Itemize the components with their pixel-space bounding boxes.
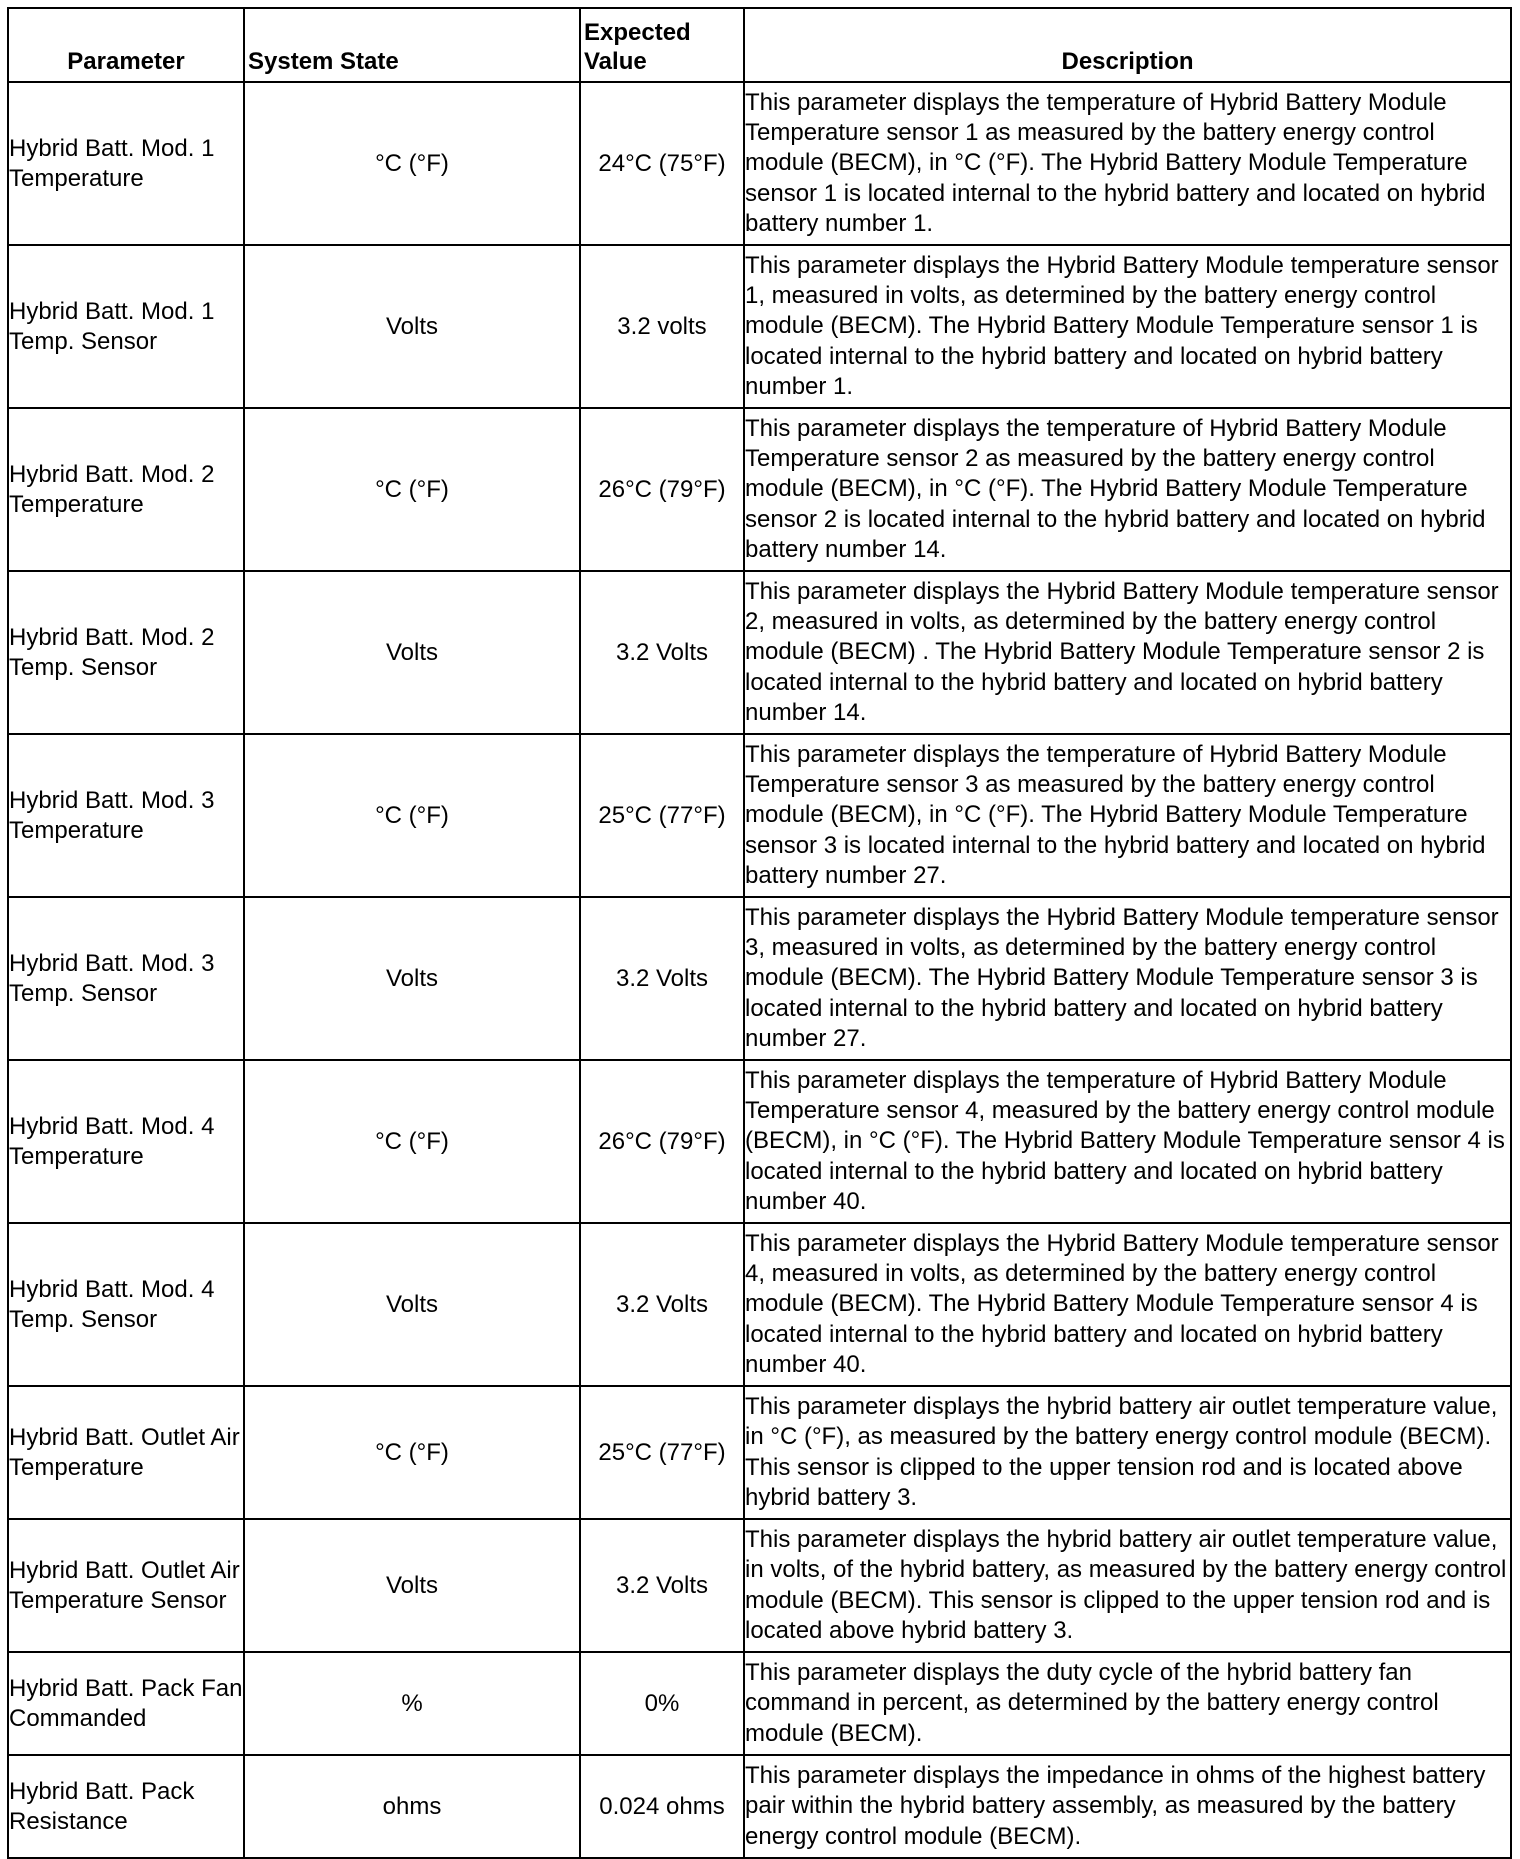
description-cell: This parameter displays the Hybrid Battery Module temperature sensor 2, measured in volts, as determined by the battery energy control module (BECM) . The Hybrid Battery Module Temperature sensor 2 is located internal to the hybrid battery and located on hybrid battery number 14. bbox=[744, 571, 1511, 734]
parameter-cell: Hybrid Batt. Mod. 3 Temperature bbox=[8, 734, 244, 897]
expected-value-cell: 3.2 Volts bbox=[580, 571, 744, 734]
parameter-cell: Hybrid Batt. Mod. 2 Temp. Sensor bbox=[8, 571, 244, 734]
parameter-cell: Hybrid Batt. Pack Fan Commanded bbox=[8, 1652, 244, 1755]
system-state-cell: Volts bbox=[244, 245, 580, 408]
header-row bbox=[8, 8, 1511, 82]
system-state-cell: °C (°F) bbox=[244, 734, 580, 897]
expected-value-cell: 26°C (79°F) bbox=[580, 408, 744, 571]
expected-value-cell: 3.2 Volts bbox=[580, 1519, 744, 1652]
expected-value-cell: 0% bbox=[580, 1652, 744, 1755]
description-cell: This parameter displays the impedance in ohms of the highest battery pair within the hybrid battery assembly, as measured by the battery energy control module (BECM). bbox=[744, 1755, 1511, 1858]
system-state-cell: °C (°F) bbox=[244, 82, 580, 245]
table-row bbox=[8, 245, 1511, 408]
table-row bbox=[8, 571, 1511, 734]
description-cell: This parameter displays the temperature of Hybrid Battery Module Temperature sensor 4, measured by the battery energy control module (BECM), in °C (°F). The Hybrid Battery Module Temperature sensor 4 is located internal to the hybrid battery and located on hybrid battery number 40. bbox=[744, 1060, 1511, 1223]
parameter-cell: Hybrid Batt. Mod. 1 Temp. Sensor bbox=[8, 245, 244, 408]
parameter-table bbox=[7, 7, 1512, 1859]
table-row bbox=[8, 1223, 1511, 1386]
parameter-cell: Hybrid Batt. Mod. 3 Temp. Sensor bbox=[8, 897, 244, 1060]
expected-value-cell: 26°C (79°F) bbox=[580, 1060, 744, 1223]
parameter-cell: Hybrid Batt. Mod. 4 Temperature bbox=[8, 1060, 244, 1223]
system-state-cell: °C (°F) bbox=[244, 1060, 580, 1223]
system-state-cell: Volts bbox=[244, 897, 580, 1060]
expected-value-cell: 25°C (77°F) bbox=[580, 1386, 744, 1519]
table-row bbox=[8, 408, 1511, 571]
description-cell: This parameter displays the temperature of Hybrid Battery Module Temperature sensor 3 as measured by the battery energy control module (BECM), in °C (°F). The Hybrid Battery Module Temperature sensor 3 is located internal to the hybrid battery and located on hybrid battery number 27. bbox=[744, 734, 1511, 897]
parameter-cell: Hybrid Batt. Mod. 1 Temperature bbox=[8, 82, 244, 245]
description-cell: This parameter displays the Hybrid Battery Module temperature sensor 1, measured in volts, as determined by the battery energy control module (BECM). The Hybrid Battery Module Temperature sensor 1 is located internal to the hybrid battery and located on hybrid battery number 1. bbox=[744, 245, 1511, 408]
description-cell: This parameter displays the Hybrid Battery Module temperature sensor 3, measured in volts, as determined by the battery energy control module (BECM). The Hybrid Battery Module Temperature sensor 3 is located internal to the hybrid battery and located on hybrid battery number 27. bbox=[744, 897, 1511, 1060]
table-row bbox=[8, 1386, 1511, 1519]
parameter-cell: Hybrid Batt. Mod. 2 Temperature bbox=[8, 408, 244, 571]
parameter-cell: Hybrid Batt. Outlet Air Temperature bbox=[8, 1386, 244, 1519]
system-state-cell: % bbox=[244, 1652, 580, 1755]
expected-value-cell: 3.2 volts bbox=[580, 245, 744, 408]
expected-value-cell: 25°C (77°F) bbox=[580, 734, 744, 897]
expected-value-cell: 24°C (75°F) bbox=[580, 82, 744, 245]
parameter-cell: Hybrid Batt. Pack Resistance bbox=[8, 1755, 244, 1858]
table-row bbox=[8, 1652, 1511, 1755]
table-row bbox=[8, 897, 1511, 1060]
system-state-cell: °C (°F) bbox=[244, 1386, 580, 1519]
system-state-cell: ohms bbox=[244, 1755, 580, 1858]
description-cell: This parameter displays the Hybrid Battery Module temperature sensor 4, measured in volts, as determined by the battery energy control module (BECM). The Hybrid Battery Module Temperature sensor 4 is located internal to the hybrid battery and located on hybrid battery number 40. bbox=[744, 1223, 1511, 1386]
header-expected-value: Expected Value bbox=[580, 8, 744, 82]
table-row bbox=[8, 734, 1511, 897]
table-row bbox=[8, 1519, 1511, 1652]
system-state-cell: °C (°F) bbox=[244, 408, 580, 571]
system-state-cell: Volts bbox=[244, 1519, 580, 1652]
table-row bbox=[8, 82, 1511, 245]
description-cell: This parameter displays the temperature of Hybrid Battery Module Temperature sensor 2 as measured by the battery energy control module (BECM), in °C (°F). The Hybrid Battery Module Temperature sensor 2 is located internal to the hybrid battery and located on hybrid battery number 14. bbox=[744, 408, 1511, 571]
table-row bbox=[8, 1060, 1511, 1223]
system-state-cell: Volts bbox=[244, 1223, 580, 1386]
parameter-cell: Hybrid Batt. Mod. 4 Temp. Sensor bbox=[8, 1223, 244, 1386]
expected-value-cell: 0.024 ohms bbox=[580, 1755, 744, 1858]
header-system-state: System State bbox=[244, 8, 580, 82]
header-parameter: Parameter bbox=[8, 8, 244, 82]
description-cell: This parameter displays the hybrid battery air outlet temperature value, in volts, of the hybrid battery, as measured by the battery energy control module (BECM). This sensor is clipped to the upper tension rod and is located above hybrid battery 3. bbox=[744, 1519, 1511, 1652]
system-state-cell: Volts bbox=[244, 571, 580, 734]
expected-value-cell: 3.2 Volts bbox=[580, 897, 744, 1060]
table-row bbox=[8, 1755, 1511, 1858]
expected-value-cell: 3.2 Volts bbox=[580, 1223, 744, 1386]
description-cell: This parameter displays the hybrid battery air outlet temperature value, in °C (°F), as measured by the battery energy control module (BECM). This sensor is clipped to the upper tension rod and is located above hybrid battery 3. bbox=[744, 1386, 1511, 1519]
description-cell: This parameter displays the temperature of Hybrid Battery Module Temperature sensor 1 as measured by the battery energy control module (BECM), in °C (°F). The Hybrid Battery Module Temperature sensor 1 is located internal to the hybrid battery and located on hybrid battery number 1. bbox=[744, 82, 1511, 245]
parameter-cell: Hybrid Batt. Outlet Air Temperature Sensor bbox=[8, 1519, 244, 1652]
description-cell: This parameter displays the duty cycle of the hybrid battery fan command in percent, as determined by the battery energy control module (BECM). bbox=[744, 1652, 1511, 1755]
header-description: Description bbox=[744, 8, 1511, 82]
